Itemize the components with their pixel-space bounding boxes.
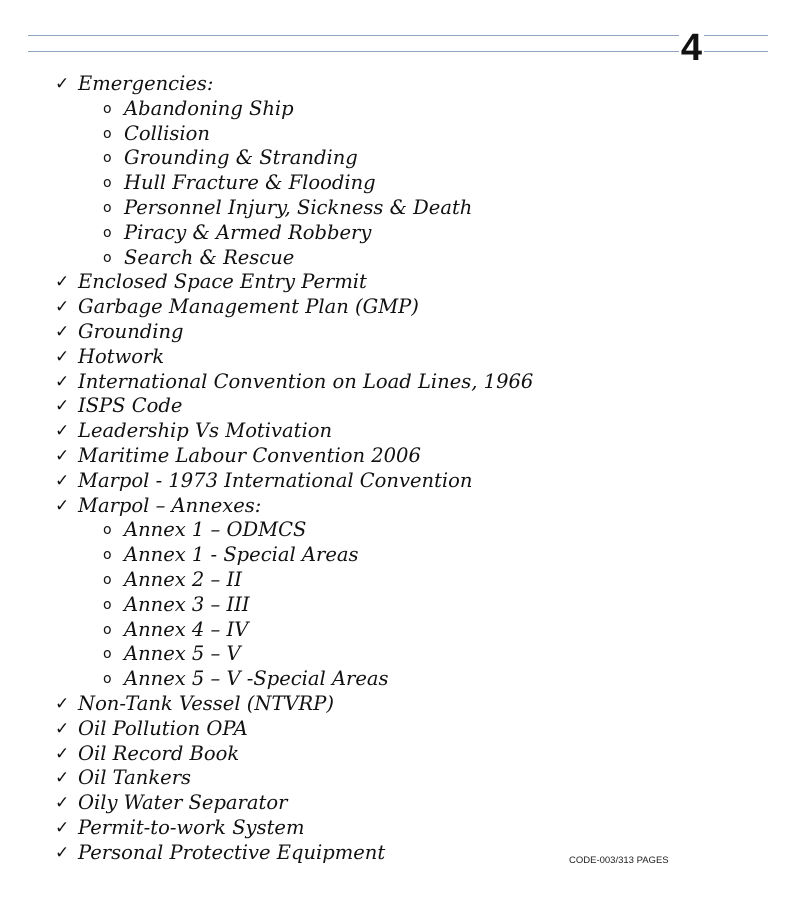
topic-label: Oil Record Book bbox=[78, 741, 240, 765]
checkmark-icon: ✓ bbox=[55, 817, 70, 838]
topic-label: Oily Water Separator bbox=[78, 791, 288, 815]
bullet-icon: o bbox=[103, 249, 112, 266]
checkmark-icon: ✓ bbox=[55, 421, 70, 442]
topic-item bbox=[0, 494, 800, 519]
topic-item bbox=[0, 295, 800, 320]
subtopic-label: Annex 5 – V bbox=[124, 642, 241, 666]
subtopic-label: Piracy & Armed Robbery bbox=[124, 220, 372, 244]
checkmark-icon: ✓ bbox=[55, 718, 70, 739]
topic-item bbox=[0, 444, 800, 469]
topic-item bbox=[0, 469, 800, 494]
bullet-icon: o bbox=[103, 571, 112, 588]
bullet-icon: o bbox=[103, 596, 112, 613]
subtopic-item bbox=[0, 667, 800, 692]
subtopic-label: Hull Fracture & Flooding bbox=[124, 171, 376, 195]
subtopic-label: Annex 1 – ODMCS bbox=[124, 518, 307, 542]
topic-label: Marpol - 1973 International Convention bbox=[78, 468, 473, 492]
subtopic-item bbox=[0, 543, 800, 568]
topic-item bbox=[0, 370, 800, 395]
subtopic-item bbox=[0, 593, 800, 618]
bullet-icon: o bbox=[103, 671, 112, 688]
subtopic-item bbox=[0, 122, 800, 147]
subtopic-item bbox=[0, 518, 800, 543]
subtopic-label: Annex 5 – V -Special Areas bbox=[124, 667, 389, 691]
topic-label: Hotwork bbox=[78, 344, 165, 368]
topic-item bbox=[0, 791, 800, 816]
checkmark-icon: ✓ bbox=[55, 74, 70, 94]
topic-item bbox=[0, 766, 800, 791]
topic-label: Garbage Management Plan (GMP) bbox=[78, 295, 419, 319]
bullet-icon: o bbox=[103, 547, 112, 564]
topic-label: Maritime Labour Convention 2006 bbox=[78, 443, 421, 467]
subtopic-item bbox=[0, 221, 800, 246]
bullet-icon: o bbox=[103, 125, 112, 142]
topic-item bbox=[0, 742, 800, 767]
subtopic-item bbox=[0, 171, 800, 196]
topic-item bbox=[0, 394, 800, 419]
subtopic-label: Annex 2 – II bbox=[124, 567, 242, 591]
checkmark-icon: ✓ bbox=[55, 842, 70, 863]
subtopic-item bbox=[0, 642, 800, 667]
checkmark-icon: ✓ bbox=[55, 371, 70, 392]
topic-item bbox=[0, 345, 800, 370]
checkmark-icon: ✓ bbox=[55, 321, 70, 342]
topic-label: Personal Protective Equipment bbox=[78, 840, 386, 864]
topic-item bbox=[0, 419, 800, 444]
bullet-icon: o bbox=[103, 199, 112, 216]
topic-label: Grounding bbox=[78, 319, 184, 343]
checkmark-icon: ✓ bbox=[55, 693, 70, 714]
checkmark-icon: ✓ bbox=[55, 743, 70, 764]
checkmark-icon: ✓ bbox=[55, 768, 70, 789]
subtopic-label: Abandoning Ship bbox=[124, 96, 294, 120]
subtopic-item bbox=[0, 246, 800, 271]
topic-label: Enclosed Space Entry Permit bbox=[78, 270, 367, 294]
topic-label: International Convention on Load Lines, 1966 bbox=[78, 369, 534, 393]
topic-item bbox=[0, 692, 800, 717]
checkmark-icon: ✓ bbox=[55, 272, 70, 293]
topic-item bbox=[0, 72, 800, 97]
subtopic-label: Annex 1 - Special Areas bbox=[124, 543, 359, 567]
subtopic-item bbox=[0, 146, 800, 171]
checkmark-icon: ✓ bbox=[55, 793, 70, 814]
topic-label: ISPS Code bbox=[78, 394, 183, 418]
checkmark-icon: ✓ bbox=[55, 297, 70, 318]
subtopic-label: Collision bbox=[124, 121, 210, 145]
topic-label: Non-Tank Vessel (NTVRP) bbox=[78, 691, 334, 715]
subtopic-label: Annex 4 – IV bbox=[124, 617, 249, 641]
header-rule-bottom bbox=[28, 51, 768, 52]
topic-label: Marpol – Annexes: bbox=[78, 493, 262, 517]
bullet-icon: o bbox=[103, 224, 112, 241]
subtopic-item bbox=[0, 97, 800, 122]
topic-label: Permit-to-work System bbox=[78, 815, 305, 839]
subtopic-label: Search & Rescue bbox=[124, 245, 295, 269]
subtopic-label: Personnel Injury, Sickness & Death bbox=[124, 195, 473, 219]
topic-list bbox=[0, 72, 800, 866]
subtopic-label: Grounding & Stranding bbox=[124, 146, 358, 170]
checkmark-icon: ✓ bbox=[55, 470, 70, 491]
checkmark-icon: ✓ bbox=[55, 445, 70, 466]
subtopic-item bbox=[0, 568, 800, 593]
topic-label: Leadership Vs Motivation bbox=[78, 419, 333, 443]
checkmark-icon: ✓ bbox=[55, 396, 70, 417]
bullet-icon: o bbox=[103, 150, 112, 167]
bullet-icon: o bbox=[103, 522, 112, 539]
topic-label: Emergencies: bbox=[78, 72, 214, 95]
subtopic-label: Annex 3 – III bbox=[124, 592, 250, 616]
subtopic-item bbox=[0, 196, 800, 221]
bullet-icon: o bbox=[103, 646, 112, 663]
header-rule-top bbox=[28, 35, 768, 36]
bullet-icon: o bbox=[103, 100, 112, 117]
subtopic-item bbox=[0, 618, 800, 643]
checkmark-icon: ✓ bbox=[55, 346, 70, 367]
topic-item bbox=[0, 841, 800, 866]
topic-item bbox=[0, 270, 800, 295]
topic-label: Oil Tankers bbox=[78, 766, 192, 790]
checkmark-icon: ✓ bbox=[55, 495, 70, 516]
bullet-icon: o bbox=[103, 175, 112, 192]
bullet-icon: o bbox=[103, 621, 112, 638]
topic-item bbox=[0, 717, 800, 742]
footer-code: CODE-003/313 PAGES bbox=[569, 855, 669, 866]
topic-item bbox=[0, 816, 800, 841]
page-number: 4 bbox=[680, 27, 702, 69]
topic-label: Oil Pollution OPA bbox=[78, 716, 248, 740]
topic-item bbox=[0, 320, 800, 345]
